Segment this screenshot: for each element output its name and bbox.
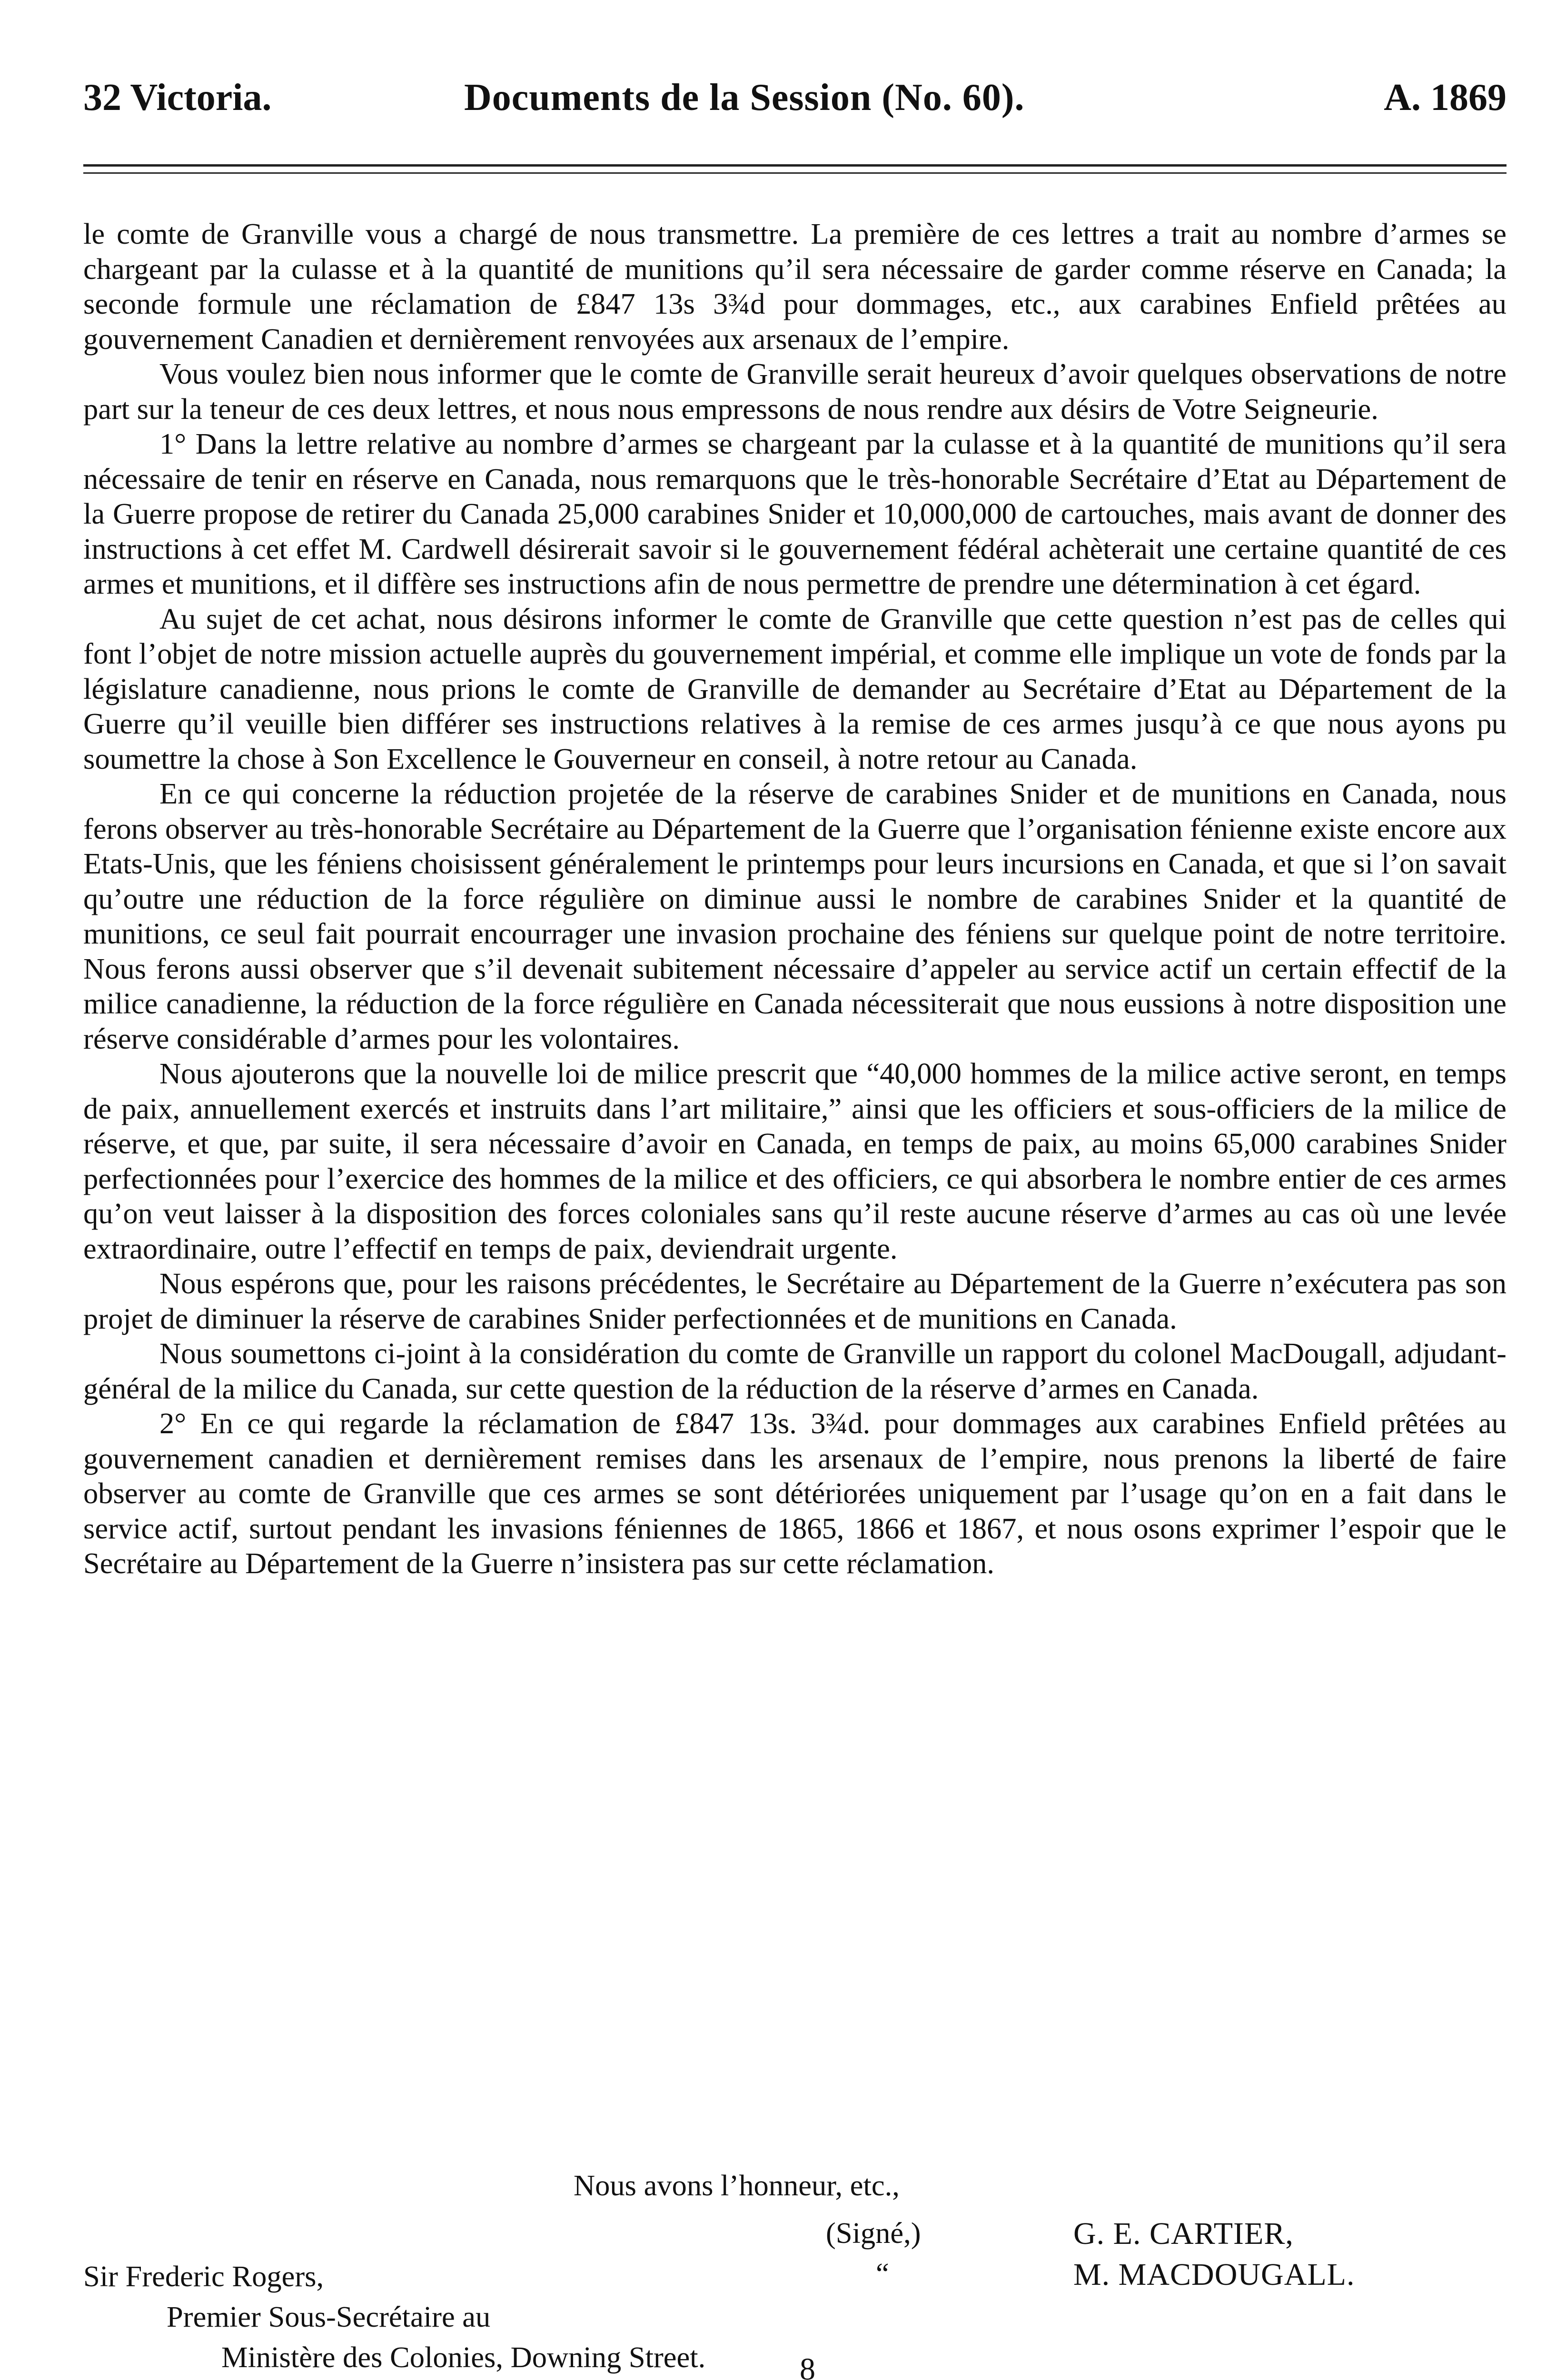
letter-body	[83, 217, 1507, 1581]
addressee-line: Premier Sous-Secrétaire au	[167, 2300, 491, 2333]
ditto-mark: “	[876, 2257, 889, 2290]
running-header	[83, 76, 1507, 129]
addressee-block	[83, 2256, 705, 2378]
addressee-line: Ministère des Colonies, Downing Street.	[221, 2340, 706, 2374]
signatory-name: M. MACDOUGALL.	[1073, 2257, 1355, 2292]
paragraph: 1° Dans la lettre relative au nombre d’armes se chargeant par la culasse et à la quantité de munitions qu’il sera nécessaire de tenir en réserve en Canada, nous remarquons que le très-honorable Secrétaire d’Etat au Département de la Guerre propose de retirer du Canada 25,000 carabines Snider et 10,000,000 de cartouches, mais avant de donner des instructions à cet effet M. Cardwell désirerait savoir si le gouvernement fédéral achèterait une certaine quantité de ces armes et munitions, et il diffère ses instructions afin de nous permettre de prendre une détermination à cet égard.	[83, 427, 1507, 600]
header-session-year: A. 1869	[1384, 77, 1507, 119]
signatory-name: G. E. CARTIER,	[1073, 2216, 1294, 2251]
signed-label: (Signé,)	[826, 2216, 921, 2250]
header-rule-thick	[83, 164, 1507, 167]
paragraph: le comte de Granville vous a chargé de nous transmettre. La première de ces lettres a trait au nombre d’armes se chargeant par la culasse et à la quantité de munitions qu’il sera nécessaire de garder comme réserve en Canada; la seconde formule une réclamation de £847 13s 3¾d pour dommages, etc., aux carabines Enfield prêtées au gouvernement Canadien et dernièrement renvoyées aux arsenaux de l’empire.	[83, 217, 1507, 356]
header-year-label: 32 Victoria.	[83, 77, 272, 119]
page-number: 8	[800, 2352, 815, 2380]
addressee-line: Sir Frederic Rogers,	[83, 2260, 324, 2293]
closing-formula: Nous avons l’honneur, etc.,	[574, 2169, 900, 2202]
paragraph: Nous espérons que, pour les raisons précédentes, le Secrétaire au Département de la Guerre n’exécutera pas son projet de diminuer la réserve de carabines Snider perfectionnées et de munitions en Canada.	[83, 1267, 1507, 1335]
paragraph: Nous ajouterons que la nouvelle loi de milice prescrit que “40,000 hommes de la milice active seront, en temps de paix, annuellement exercés et instruits dans l’art militaire,” ainsi que les officiers et sous-officiers de la milice de réserve, et que, par suite, il sera nécessaire d’avoir en Canada, en temps de paix, au moins 65,000 carabines Snider perfectionnées pour l’exercice des hommes de la milice et des officiers, ce qui absorbera le nombre entier de ces armes qu’on veut laisser à la disposition des forces coloniales sans qu’il reste aucune réserve d’armes au cas où une levée extraordinaire, outre l’effectif en temps de paix, deviendrait urgente.	[83, 1057, 1507, 1265]
header-rule-thin	[83, 172, 1507, 174]
paragraph: Nous soumettons ci-joint à la considération du comte de Granville un rapport du colonel MacDougall, adjudant-général de la milice du Canada, sur cette question de la réduction de la réserve d’armes en Canada.	[83, 1337, 1507, 1405]
header-title: Documents de la Session (No. 60).	[464, 77, 1025, 119]
signatures	[1073, 2213, 1355, 2295]
paragraph: Au sujet de cet achat, nous désirons informer le comte de Granville que cette question n’est pas de celles qui font l’objet de notre mission actuelle auprès du gouvernement impérial, et comme elle implique un vote de fonds par la législature canadienne, nous prions le comte de Granville de demander au Secrétaire d’Etat au Département de la Guerre qu’il veuille bien différer ses instructions relatives à la remise de ces armes jusqu’à ce que nous ayons pu soumettre la chose à Son Excellence le Gouverneur en conseil, à notre retour au Canada.	[83, 602, 1507, 775]
paragraph: 2° En ce qui regarde la réclamation de £847 13s. 3¾d. pour dommages aux carabines Enfield prêtées au gouvernement canadien et dernièrement remises dans les arsenaux de l’empire, nous prenons la liberté de faire observer au comte de Granville que ces armes se sont détériorées uniquement par l’usage qu’on en a fait dans le service actif, surtout pendant les invasions féniennes de 1865, 1866 et 1867, et nous osons exprimer l’espoir que le Secrétaire au Département de la Guerre n’insistera pas sur cette réclamation.	[83, 1407, 1507, 1580]
paragraph: En ce qui concerne la réduction projetée de la réserve de carabines Snider et de munitions en Canada, nous ferons observer au très-honorable Secrétaire au Département de la Guerre que l’organisation fénienne existe encore aux Etats-Unis, que les féniens choisissent généralement le printemps pour leurs incursions en Canada, et que si l’on savait qu’outre une réduction de la force régulière on diminue aussi le nombre de carabines Snider et la quantité de munitions, ce seul fait pourrait encourrager une invasion prochaine des féniens sur quelque point de notre territoire. Nous ferons aussi observer que s’il devenait subitement nécessaire d’appeler au service actif un certain effectif de la milice canadienne, la réduction de la force régulière en Canada nécessiterait que nous eussions à notre disposition une réserve considérable d’armes pour les volontaires.	[83, 777, 1507, 1055]
paragraph: Vous voulez bien nous informer que le comte de Granville serait heureux d’avoir quelques observations de notre part sur la teneur de ces deux lettres, et nous nous empressons de nous rendre aux désirs de Votre Seigneurie.	[83, 357, 1507, 426]
